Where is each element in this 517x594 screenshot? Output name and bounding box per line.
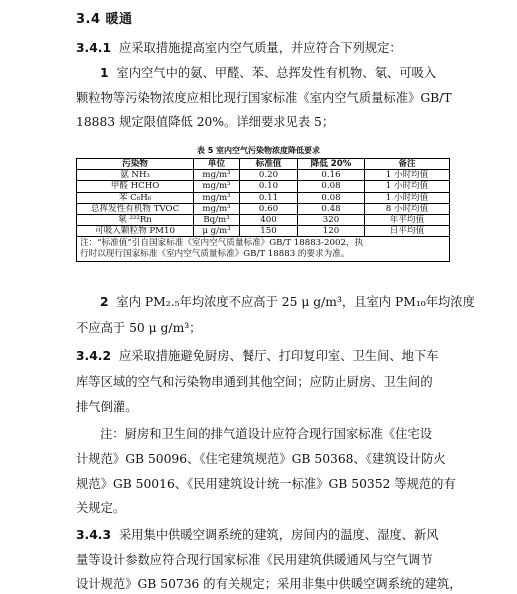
header-cell: 备注 xyxy=(365,159,450,170)
header-cell: 单位 xyxy=(194,159,240,170)
clause-text: 采用集中供暖空调系统的建筑，房间内的温度、湿度、新风 xyxy=(118,528,439,542)
table-row xyxy=(77,214,450,225)
table-cell: 0.16 xyxy=(298,170,365,181)
item-number: 1 xyxy=(100,66,109,80)
table-cell: 1 小时均值 xyxy=(365,192,450,203)
table-cell: 1 小时均值 xyxy=(365,170,450,181)
header-cell: 降低 20% xyxy=(298,159,365,170)
table-cell: 苯 C₆H₆ xyxy=(77,192,194,203)
note-line-4: 关规定。 xyxy=(76,501,126,515)
table-cell: 8 小时均值 xyxy=(365,203,450,214)
header-cell: 标准值 xyxy=(240,159,298,170)
header-cell: 污染物 xyxy=(77,159,194,170)
clause-text: 应采取措施避免厨房、餐厅、打印复印室、卫生间、地下车 xyxy=(118,349,439,363)
table-cell: 320 xyxy=(298,214,365,225)
clause-number: 3.4.1 xyxy=(76,41,112,55)
table-note-line-1: 注：“标准值”引自国家标准《室内空气质量标准》GB/T 18883-2002，执 xyxy=(80,238,364,249)
table-cell: 0.48 xyxy=(298,203,365,214)
table-cell: 0.20 xyxy=(240,170,298,181)
table-cell: 总挥发性有机物 TVOC xyxy=(77,203,194,214)
table-cell: 0.08 xyxy=(298,181,365,192)
table-note-row xyxy=(77,237,450,262)
item-1-line-1 xyxy=(100,63,436,83)
section-title: 3.4 暖通 xyxy=(76,12,133,27)
table-cell: 可吸入颗粒物 PM10 xyxy=(77,226,194,237)
table-cell: mg/m³ xyxy=(194,181,240,192)
table-cell: 0.08 xyxy=(298,192,365,203)
clause-number: 3.4.2 xyxy=(76,349,112,363)
table-cell: 1 小时均值 xyxy=(365,181,450,192)
table-header-row xyxy=(77,159,450,170)
item-2-line-1 xyxy=(100,292,475,312)
table-row xyxy=(77,192,450,203)
note-line-3: 规范》GB 50016、《民用建筑设计统一标准》GB 50352 等规范的有 xyxy=(76,477,456,491)
table-cell: mg/m³ xyxy=(194,170,240,181)
table-cell: 150 xyxy=(240,226,298,237)
table-cell: Bq/m³ xyxy=(194,214,240,225)
table-cell: 氡 ²²²Rn xyxy=(77,214,194,225)
table-caption: 表 5 室内空气污染物浓度降低要求 xyxy=(196,146,321,155)
table-cell: 0.10 xyxy=(240,181,298,192)
clause-3-4-3-line-2: 量等设计参数应符合现行国家标准《民用建筑供暖通风与空气调节 xyxy=(76,553,433,567)
note-line-2: 计规范》GB 50096、《住宅建筑规范》GB 50368、《建筑设计防火 xyxy=(76,452,446,466)
table-row xyxy=(77,203,450,214)
clause-number: 3.4.3 xyxy=(76,528,112,542)
table-note-line-2: 行时以现行国家标准《室内空气质量标准》GB/T 18883 的要求为准。 xyxy=(80,249,350,260)
table-row xyxy=(77,226,450,237)
clause-3-4-2-line-3: 排气倒灌。 xyxy=(76,400,138,414)
clause-text: 应采取措施提高室内空气质量，并应符合下列规定： xyxy=(118,41,402,55)
table-cell: 氨 NH₃ xyxy=(77,170,194,181)
item-1-line-3: 18883 规定限值降低 20%。详细要求见表 5； xyxy=(76,115,335,129)
clause-3-4-3-line-3: 设计规范》GB 50736 的有关规定；采用非集中供暖空调系统的建筑， xyxy=(76,577,462,591)
table-note xyxy=(77,237,450,262)
table-cell: 120 xyxy=(298,226,365,237)
table-cell: 日平均值 xyxy=(365,226,450,237)
clause-3-4-3 xyxy=(76,525,439,545)
table-cell: mg/m³ xyxy=(194,192,240,203)
item-2-line-2: 不应高于 50 μ g/m³； xyxy=(76,321,202,335)
item-text: 室内 PM₂.₅年均浓度不应高于 25 μ g/m³，且室内 PM₁₀年均浓度 xyxy=(116,295,475,309)
table-cell: 400 xyxy=(240,214,298,225)
item-1-line-2: 颗粒物等污染物浓度应相比现行国家标准《室内空气质量标准》GB/T xyxy=(76,91,452,105)
table-cell: 年平均值 xyxy=(365,214,450,225)
table-row xyxy=(77,181,450,192)
note-line-1: 注：厨房和卫生间的排气道设计应符合现行国家标准《住宅设 xyxy=(100,427,433,441)
table-cell: μ g/m³ xyxy=(194,226,240,237)
table-cell: 0.11 xyxy=(240,192,298,203)
item-number: 2 xyxy=(100,295,109,309)
clause-3-4-2 xyxy=(76,346,439,366)
pollutant-table xyxy=(76,158,450,262)
table-row xyxy=(77,170,450,181)
table-cell: mg/m³ xyxy=(194,203,240,214)
item-text: 室内空气中的氨、甲醛、苯、总挥发性有机物、氡、可吸入 xyxy=(116,66,437,80)
table-cell: 0.60 xyxy=(240,203,298,214)
clause-3-4-2-line-2: 库等区域的空气和污染物串通到其他空间；应防止厨房、卫生间的 xyxy=(76,375,433,389)
table-cell: 甲醛 HCHO xyxy=(77,181,194,192)
clause-3-4-1 xyxy=(76,38,402,58)
